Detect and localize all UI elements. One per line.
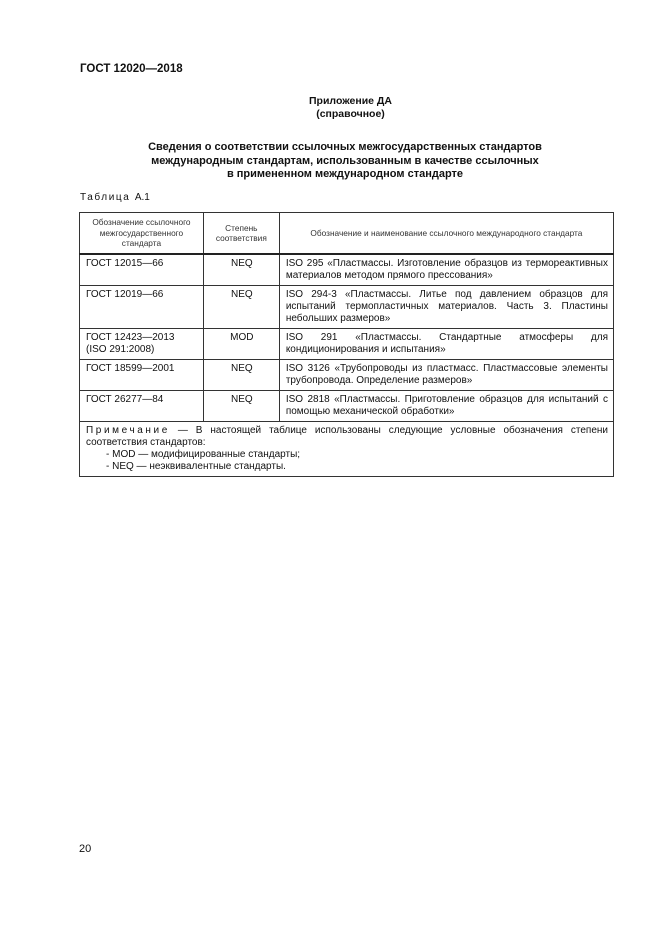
cell-degree: NEQ — [203, 286, 279, 329]
cell-degree: NEQ — [203, 254, 279, 286]
table-note-row — [80, 422, 614, 477]
table-row — [80, 391, 614, 422]
cell-international-standard: ISO 2818 «Пластмассы. Приготовление образцов для испытаний с помощью механической обработки» — [279, 391, 613, 422]
annex-subtitle: (справочное) — [316, 108, 385, 120]
cell-national-standard: ГОСТ 12015—66 — [80, 254, 204, 286]
standard-code: ГОСТ 12020—2018 — [80, 63, 183, 75]
table-row — [80, 360, 614, 391]
table-caption-number: А.1 — [134, 192, 150, 203]
cell-international-standard: ISO 295 «Пластмассы. Изготовление образцов из термореактивных материалов методом прямого прессования» — [279, 254, 613, 286]
cell-national-standard: ГОСТ 26277—84 — [80, 391, 204, 422]
national-standard-code: ГОСТ 12423—2013 — [86, 332, 175, 343]
document-title — [80, 141, 610, 182]
annex-title: Приложение ДА — [309, 95, 392, 107]
note-paragraph — [86, 425, 608, 449]
page-number: 20 — [79, 843, 92, 855]
cell-degree: NEQ — [203, 391, 279, 422]
cell-international-standard: ISO 294-3 «Пластмассы. Литье под давлением образцов для испытаний термопластичных материалов. Часть 3. Пластины небольших размеров» — [279, 286, 613, 329]
note-text: — В настоящей таблице использованы следующие условные обозначения степени соответствия стандартов: — [86, 425, 608, 448]
cell-international-standard: ISO 291 «Пластмассы. Стандартные атмосферы для кондиционирования и испытания» — [279, 329, 613, 360]
column-header-international-standard: Обозначение и наименование ссылочного международного стандарта — [279, 213, 613, 255]
note-item: - NEQ — неэквивалентные стандарты. — [106, 461, 286, 472]
cell-national-standard — [80, 329, 204, 360]
table-note — [80, 422, 614, 477]
annex-heading — [0, 95, 661, 121]
column-header-national-standard: Обозначение ссылочного межгосударственного стандарта — [80, 213, 204, 255]
note-label: Примечание — [86, 425, 170, 436]
table-caption — [80, 192, 150, 203]
cell-international-standard: ISO 3126 «Трубопроводы из пластмасс. Пластмассовые элементы трубопровода. Определение размеров» — [279, 360, 613, 391]
cell-degree: MOD — [203, 329, 279, 360]
column-header-degree: Степень соответствия — [203, 213, 279, 255]
table-header-row — [80, 213, 614, 255]
national-standard-iso-ref: (ISO 291:2008) — [86, 344, 155, 355]
cell-degree: NEQ — [203, 360, 279, 391]
cell-national-standard: ГОСТ 18599—2001 — [80, 360, 204, 391]
title-line: международным стандартам, использованным в качестве ссылочных — [151, 154, 539, 167]
note-item: - MOD — модифицированные стандарты; — [106, 449, 301, 460]
correspondence-table — [79, 212, 614, 477]
title-line: Сведения о соответствии ссылочных межгосударственных стандартов — [148, 141, 542, 153]
table-row — [80, 329, 614, 360]
table-row — [80, 286, 614, 329]
table-row — [80, 254, 614, 286]
table-caption-label: Таблица — [80, 192, 131, 203]
title-line: в примененном международном стандарте — [226, 168, 464, 180]
cell-national-standard: ГОСТ 12019—66 — [80, 286, 204, 329]
